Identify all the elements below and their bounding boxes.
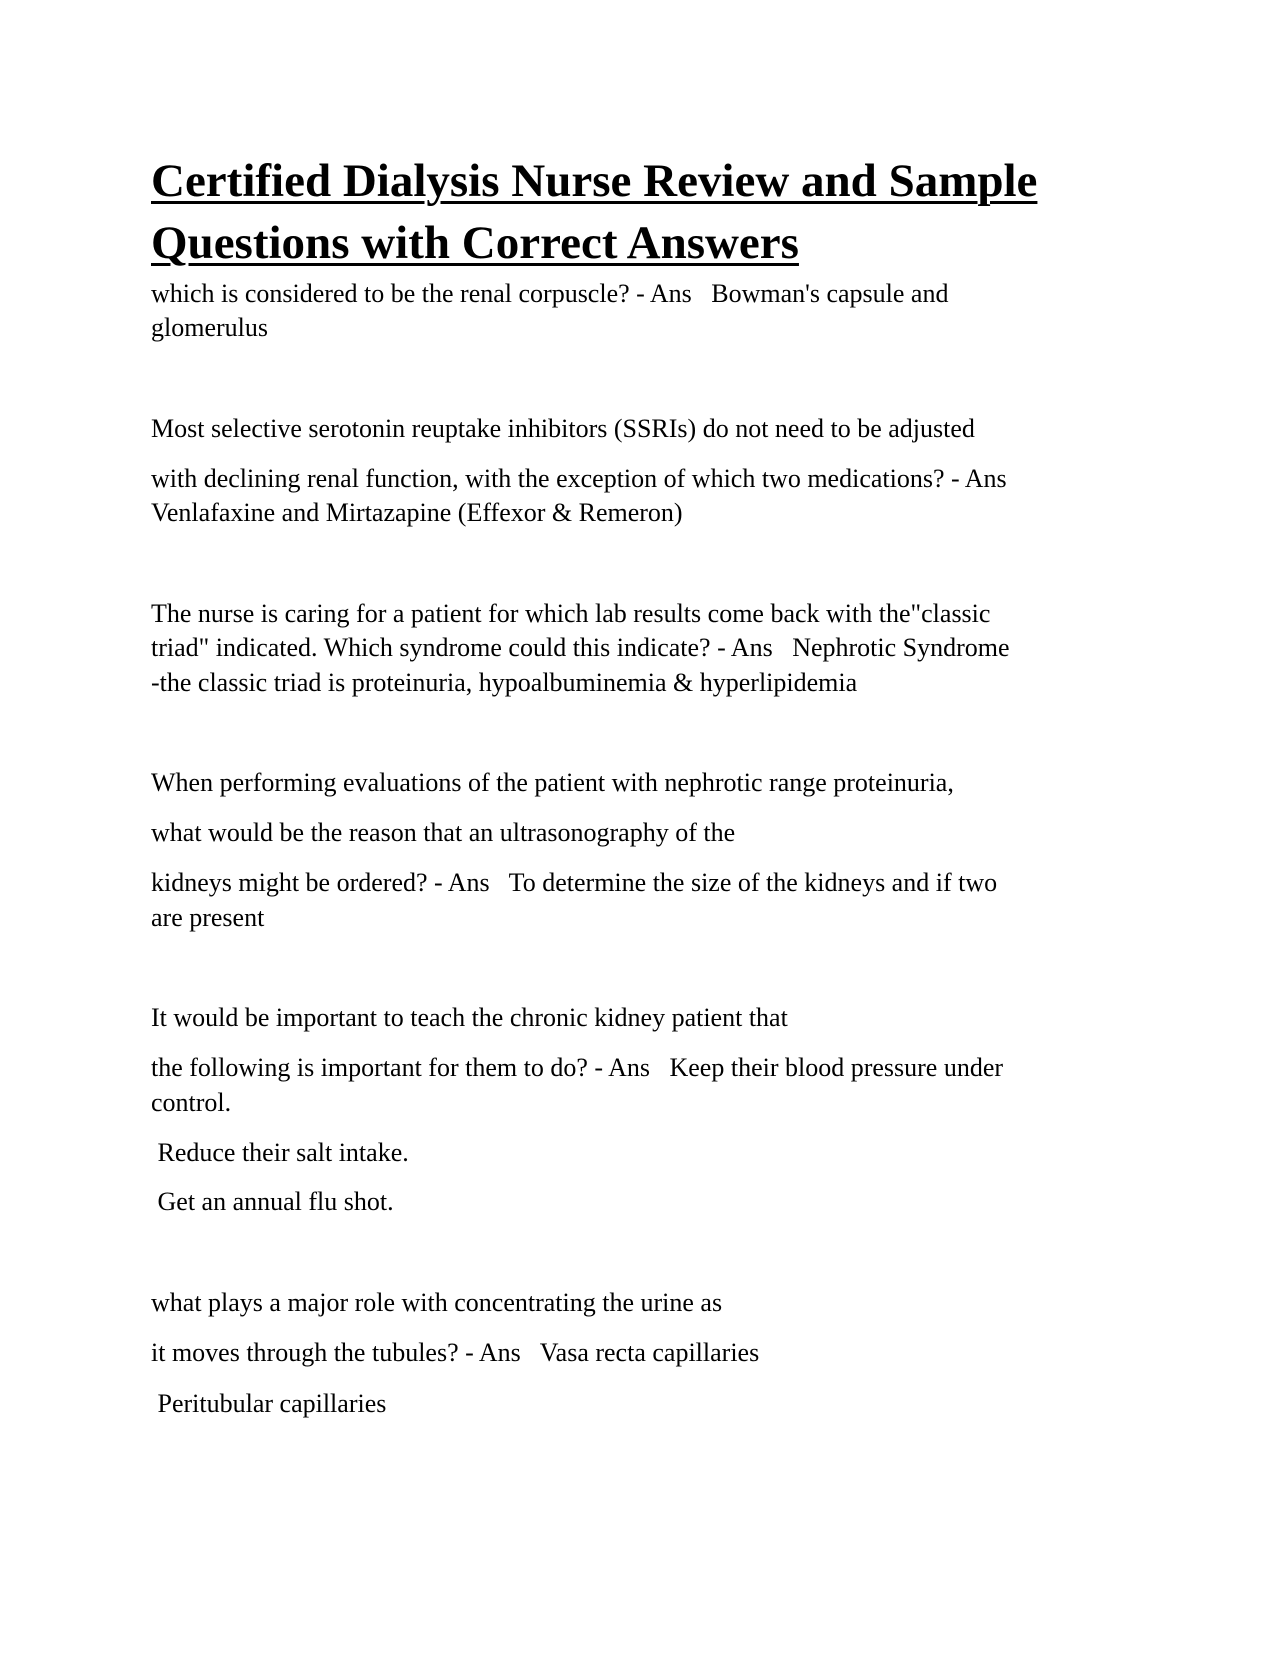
question-3-line-2: triad" indicated. Which syndrome could this indicate? - Ans Nephrotic Syndrome: [151, 633, 1010, 662]
question-4-line-2: what would be the reason that an ultrasonography of the: [151, 818, 736, 847]
question-5-line-1: It would be important to teach the chronic kidney patient that: [151, 1003, 788, 1032]
question-6-line-3: Peritubular capillaries: [151, 1389, 387, 1418]
question-1-line-1: which is considered to be the renal corpuscle? - Ans Bowman's capsule and: [151, 279, 949, 308]
question-4-line-1: When performing evaluations of the patient with nephrotic range proteinuria,: [151, 768, 954, 797]
question-3-line-3: -the classic triad is proteinuria, hypoalbuminemia & hyperlipidemia: [151, 668, 858, 697]
question-5-line-4: Reduce their salt intake.: [151, 1138, 409, 1167]
question-2-line-1: Most selective serotonin reuptake inhibitors (SSRIs) do not need to be adjusted: [151, 414, 975, 443]
title-line-2: Questions with Correct Answers: [151, 217, 799, 269]
question-2-line-2: with declining renal function, with the exception of which two medications? - Ans: [151, 464, 1007, 493]
question-3-line-1: The nurse is caring for a patient for which lab results come back with the"classic: [151, 599, 991, 628]
question-5-line-5: Get an annual flu shot.: [151, 1187, 394, 1216]
question-2-line-3: Venlafaxine and Mirtazapine (Effexor & Remeron): [151, 498, 683, 527]
question-4-line-3: kidneys might be ordered? - Ans To determine the size of the kidneys and if two: [151, 868, 998, 897]
question-6-line-1: what plays a major role with concentrating the urine as: [151, 1288, 723, 1317]
question-1-line-2: glomerulus: [151, 313, 268, 342]
document-title: [151, 150, 1151, 274]
question-4-line-4: are present: [151, 903, 265, 932]
question-5-line-2: the following is important for them to do? - Ans Keep their blood pressure under: [151, 1053, 1004, 1082]
title-line-1: Certified Dialysis Nurse Review and Sample: [151, 155, 1038, 207]
question-6-line-2: it moves through the tubules? - Ans Vasa recta capillaries: [151, 1338, 760, 1367]
question-5-line-3: control.: [151, 1088, 232, 1117]
